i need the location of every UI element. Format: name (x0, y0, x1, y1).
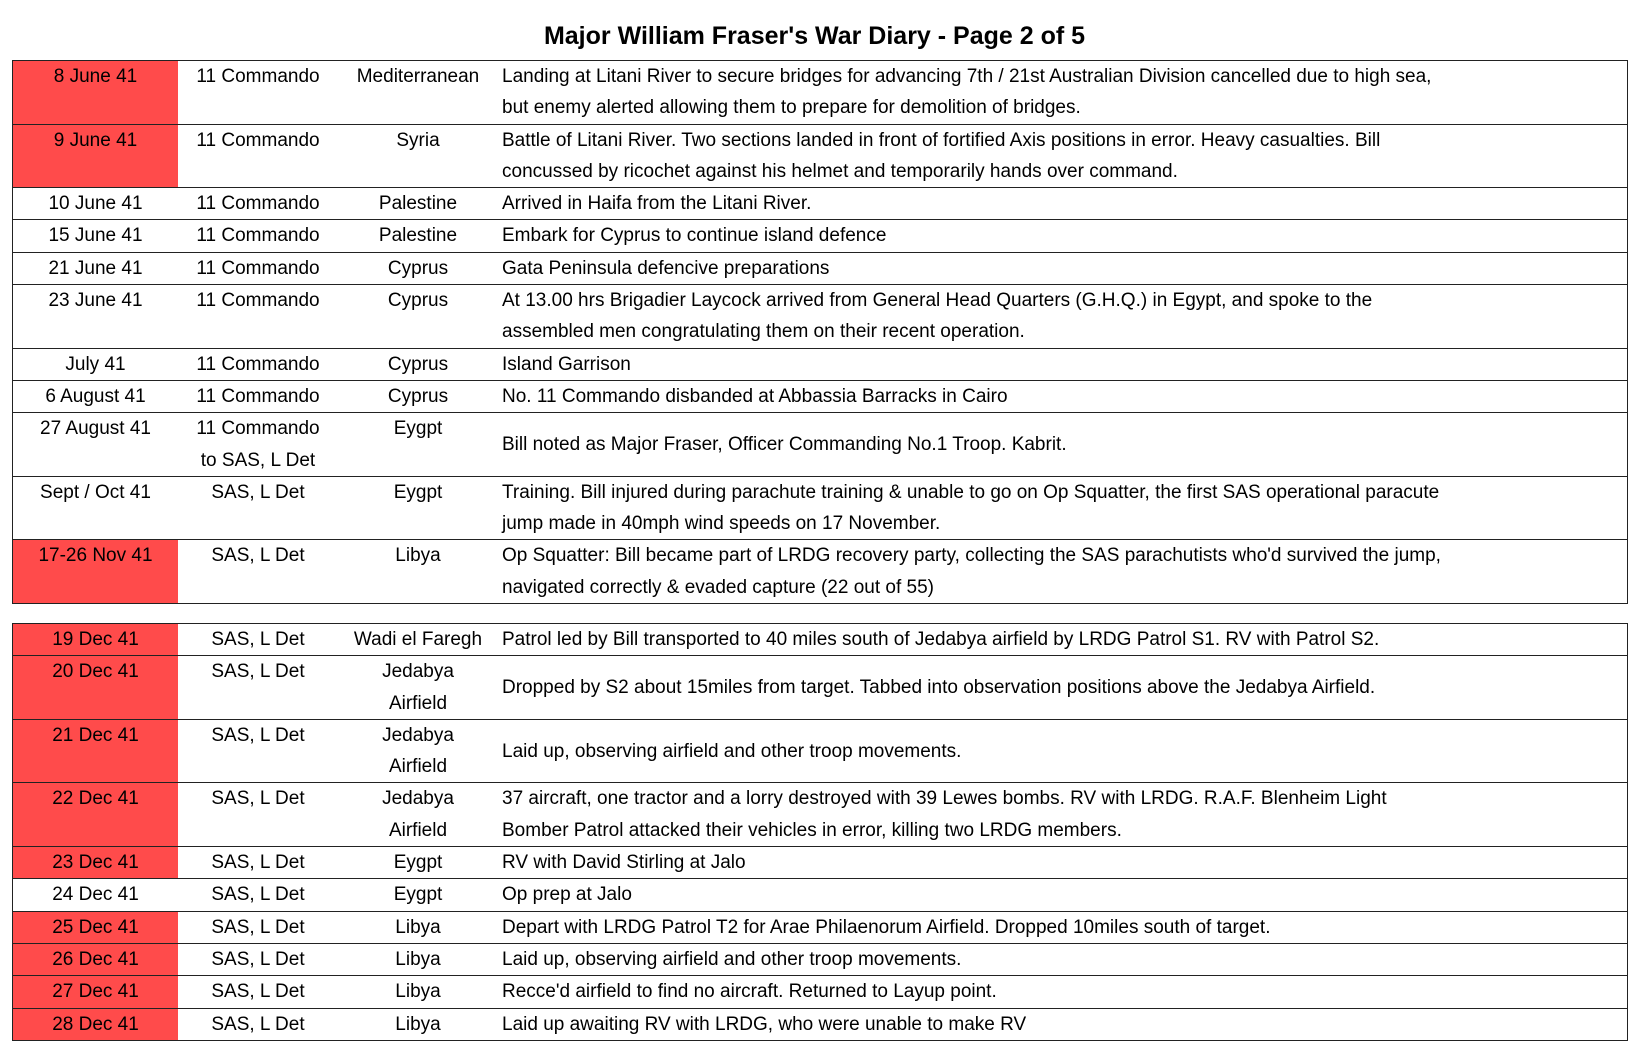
description-cell: Op prep at Jalo (498, 879, 1628, 911)
table-row (13, 879, 1628, 911)
table-row (13, 624, 1628, 656)
description-cell: RV with David Stirling at Jalo (498, 847, 1628, 879)
description-cell: Landing at Litani River to secure bridges for advancing 7th / 21st Australian Division cancelled due to high sea, but enemy alerted allowing them to prepare for demolition of bridges. (498, 61, 1628, 125)
description-cell: Bill noted as Major Fraser, Officer Commanding No.1 Troop. Kabrit. (498, 413, 1628, 477)
description-cell: Laid up awaiting RV with LRDG, who were unable to make RV (498, 1008, 1628, 1040)
date-cell: 24 Dec 41 (13, 879, 179, 911)
location-cell: Jedabya Airfield (338, 719, 498, 783)
date-cell: July 41 (13, 348, 179, 380)
location-cell: Wadi el Faregh (338, 624, 498, 656)
location-cell: Libya (338, 943, 498, 975)
description-cell: At 13.00 hrs Brigadier Laycock arrived from General Head Quarters (G.H.Q.) in Egypt, and spoke to the assembled men congratulating them on their recent operation. (498, 285, 1628, 349)
unit-cell: SAS, L Det (178, 719, 338, 783)
date-cell: 23 June 41 (13, 285, 179, 349)
table-row (13, 220, 1628, 252)
unit-cell: SAS, L Det (178, 976, 338, 1008)
diary-table-2 (12, 623, 1628, 1041)
description-cell: 37 aircraft, one tractor and a lorry destroyed with 39 Lewes bombs. RV with LRDG. R.A.F. Blenheim Light Bomber Patrol attacked their vehicles in error, killing two LRDG members. (498, 783, 1628, 847)
unit-cell: SAS, L Det (178, 911, 338, 943)
description-cell: Training. Bill injured during parachute training & unable to go on Op Squatter, the first SAS operational paracute jump made in 40mph wind speeds on 17 November. (498, 476, 1628, 540)
description-cell: Arrived in Haifa from the Litani River. (498, 188, 1628, 220)
description-cell: Op Squatter: Bill became part of LRDG recovery party, collecting the SAS parachutists who'd survived the jump, navigated correctly & evaded capture (22 out of 55) (498, 540, 1628, 604)
unit-cell: SAS, L Det (178, 1008, 338, 1040)
description-cell: Island Garrison (498, 348, 1628, 380)
location-cell: Cyprus (338, 252, 498, 284)
unit-cell: SAS, L Det (178, 847, 338, 879)
table-row (13, 540, 1628, 604)
date-cell: 25 Dec 41 (13, 911, 179, 943)
description-cell: No. 11 Commando disbanded at Abbassia Barracks in Cairo (498, 380, 1628, 412)
unit-cell: 11 Commando (178, 188, 338, 220)
table-row (13, 783, 1628, 847)
date-cell: 27 Dec 41 (13, 976, 179, 1008)
unit-cell: SAS, L Det (178, 624, 338, 656)
location-cell: Palestine (338, 188, 498, 220)
date-cell: 8 June 41 (13, 61, 179, 125)
table-row (13, 124, 1628, 188)
location-cell: Mediterranean (338, 61, 498, 125)
table-row (13, 943, 1628, 975)
location-cell: Libya (338, 911, 498, 943)
table-row (13, 847, 1628, 879)
description-cell: Gata Peninsula defencive preparations (498, 252, 1628, 284)
description-cell: Patrol led by Bill transported to 40 miles south of Jedabya airfield by LRDG Patrol S1. RV with Patrol S2. (498, 624, 1628, 656)
description-cell: Battle of Litani River. Two sections landed in front of fortified Axis positions in error. Heavy casualties. Bill concussed by ricochet against his helmet and temporarily hands over command. (498, 124, 1628, 188)
location-cell: Eygpt (338, 476, 498, 540)
table-row (13, 976, 1628, 1008)
table-row (13, 911, 1628, 943)
description-cell: Depart with LRDG Patrol T2 for Arae Philaenorum Airfield. Dropped 10miles south of target. (498, 911, 1628, 943)
table-row (13, 413, 1628, 477)
table-row (13, 61, 1628, 125)
table-row (13, 252, 1628, 284)
date-cell: 15 June 41 (13, 220, 179, 252)
description-cell: Embark for Cyprus to continue island defence (498, 220, 1628, 252)
location-cell: Libya (338, 976, 498, 1008)
location-cell: Jedabya Airfield (338, 783, 498, 847)
location-cell: Libya (338, 1008, 498, 1040)
unit-cell: 11 Commando (178, 124, 338, 188)
unit-cell: 11 Commando (178, 285, 338, 349)
unit-cell: SAS, L Det (178, 943, 338, 975)
location-cell: Cyprus (338, 348, 498, 380)
location-cell: Jedabya Airfield (338, 656, 498, 720)
location-cell: Eygpt (338, 847, 498, 879)
date-cell: 22 Dec 41 (13, 783, 179, 847)
location-cell: Eygpt (338, 879, 498, 911)
table-row (13, 188, 1628, 220)
unit-cell: 11 Commando (178, 380, 338, 412)
date-cell: 17-26 Nov 41 (13, 540, 179, 604)
date-cell: Sept / Oct 41 (13, 476, 179, 540)
table-row (13, 348, 1628, 380)
table-row (13, 476, 1628, 540)
date-cell: 9 June 41 (13, 124, 179, 188)
description-cell: Dropped by S2 about 15miles from target. Tabbed into observation positions above the Jedabya Airfield. (498, 656, 1628, 720)
unit-cell: SAS, L Det (178, 656, 338, 720)
date-cell: 19 Dec 41 (13, 624, 179, 656)
table-row (13, 719, 1628, 783)
page-title: Major William Fraser's War Diary - Page 2 of 5 (543, 22, 1086, 50)
date-cell: 28 Dec 41 (13, 1008, 179, 1040)
date-cell: 23 Dec 41 (13, 847, 179, 879)
unit-cell: 11 Commando (178, 220, 338, 252)
location-cell: Libya (338, 540, 498, 604)
location-cell: Cyprus (338, 380, 498, 412)
date-cell: 21 Dec 41 (13, 719, 179, 783)
diary-table-1 (12, 60, 1628, 604)
table-row (13, 285, 1628, 349)
unit-cell: 11 Commando (178, 61, 338, 125)
description-cell: Laid up, observing airfield and other troop movements. (498, 719, 1628, 783)
date-cell: 26 Dec 41 (13, 943, 179, 975)
table-row (13, 1008, 1628, 1040)
date-cell: 20 Dec 41 (13, 656, 179, 720)
location-cell: Cyprus (338, 285, 498, 349)
table-row (13, 380, 1628, 412)
description-cell: Recce'd airfield to find no aircraft. Returned to Layup point. (498, 976, 1628, 1008)
location-cell: Eygpt (338, 413, 498, 477)
unit-cell: SAS, L Det (178, 879, 338, 911)
unit-cell: 11 Commando to SAS, L Det (178, 413, 338, 477)
unit-cell: SAS, L Det (178, 476, 338, 540)
table-row (13, 656, 1628, 720)
date-cell: 6 August 41 (13, 380, 179, 412)
unit-cell: SAS, L Det (178, 783, 338, 847)
unit-cell: 11 Commando (178, 348, 338, 380)
date-cell: 10 June 41 (13, 188, 179, 220)
description-cell: Laid up, observing airfield and other troop movements. (498, 943, 1628, 975)
unit-cell: 11 Commando (178, 252, 338, 284)
location-cell: Palestine (338, 220, 498, 252)
date-cell: 27 August 41 (13, 413, 179, 477)
location-cell: Syria (338, 124, 498, 188)
date-cell: 21 June 41 (13, 252, 179, 284)
unit-cell: SAS, L Det (178, 540, 338, 604)
